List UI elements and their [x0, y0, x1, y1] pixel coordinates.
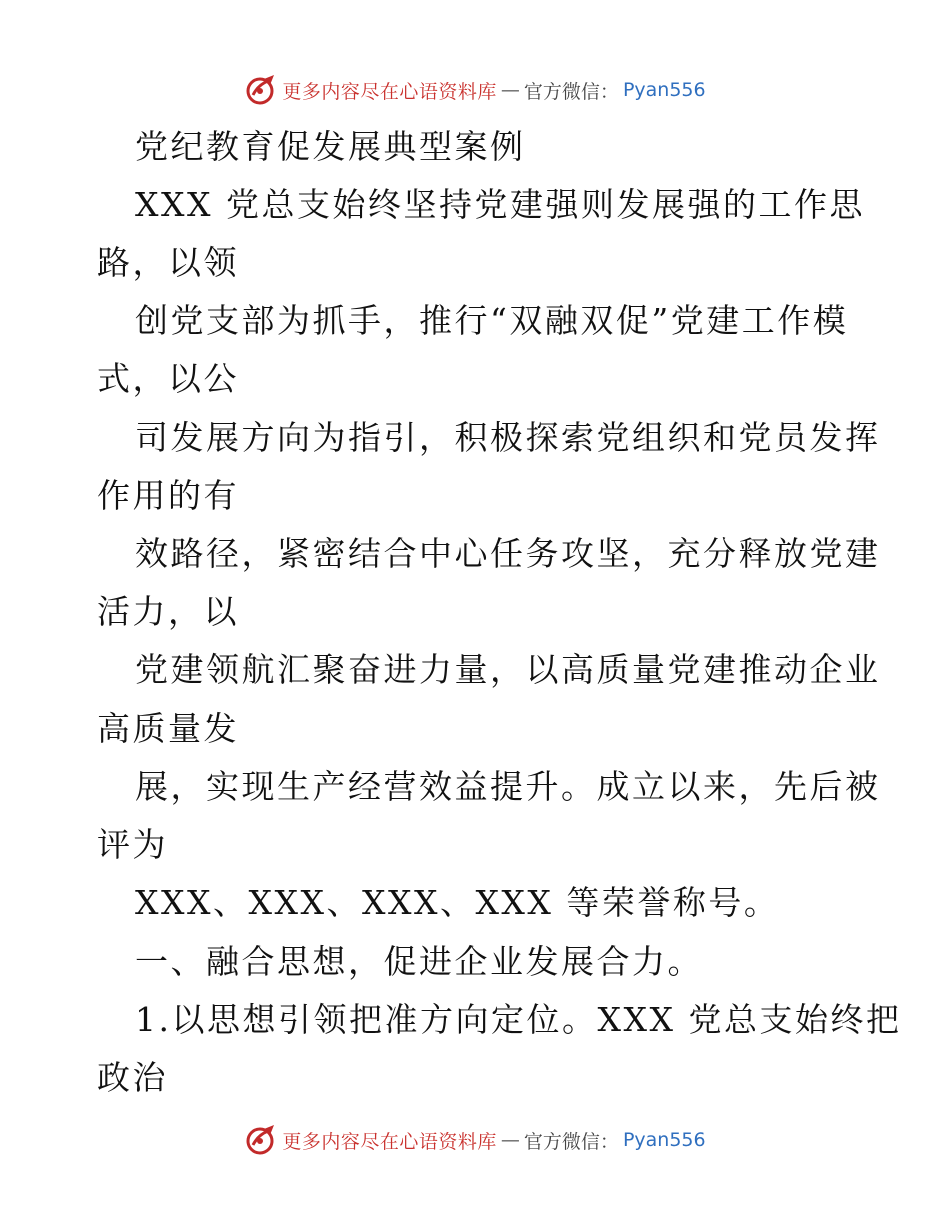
paragraph-line: 创党支部为抓手，推行“双融双促”党建工作模 [135, 301, 849, 340]
watermark-group [244, 1123, 705, 1157]
pen-seal-icon [244, 1123, 278, 1157]
watermark-dash: — [500, 79, 520, 101]
paragraph-line: XXX、XXX、XXX、XXX 等荣誉称号。 [135, 883, 780, 922]
watermark-wechat-id: Pyan556 [622, 79, 706, 101]
watermark-text: 更多内容尽在心语资料库 [282, 1130, 497, 1153]
paragraph-line: 式，以公 [97, 359, 239, 398]
watermark-dash: — [500, 1129, 520, 1151]
paragraph-line: 高质量发 [97, 709, 239, 748]
watermark-wechat-label: 官方微信： [523, 80, 619, 103]
paragraph-line: 司发展方向为指引，积极探索党组织和党员发挥 [135, 418, 881, 457]
watermark-text: 更多内容尽在心语资料库 [282, 80, 497, 103]
paragraph-line: 1.以思想引领把准方向定位。XXX 党总支始终把 [135, 1000, 902, 1039]
section-heading: 一、融合思想，促进企业发展合力。 [135, 942, 703, 981]
paragraph-line: 政治 [97, 1058, 168, 1097]
footer-watermark [0, 1120, 950, 1160]
paragraph-line: 作用的有 [97, 476, 239, 515]
document-title: 党纪教育促发展典型案例 [135, 127, 526, 166]
watermark-wechat-id: Pyan556 [622, 1129, 706, 1151]
paragraph-line: 评为 [97, 825, 168, 864]
paragraph-line: 效路径，紧密结合中心任务攻坚，充分释放党建 [135, 534, 881, 573]
paragraph-line: 路，以领 [97, 243, 239, 282]
paragraph-line: 展，实现生产经营效益提升。成立以来，先后被 [135, 767, 881, 806]
paragraph-line: 党建领航汇聚奋进力量，以高质量党建推动企业 [135, 650, 881, 689]
paragraph-line: 活力，以 [97, 592, 239, 631]
paragraph-line: XXX 党总支始终坚持党建强则发展强的工作思 [135, 185, 865, 224]
watermark-wechat-label: 官方微信： [523, 1130, 619, 1153]
